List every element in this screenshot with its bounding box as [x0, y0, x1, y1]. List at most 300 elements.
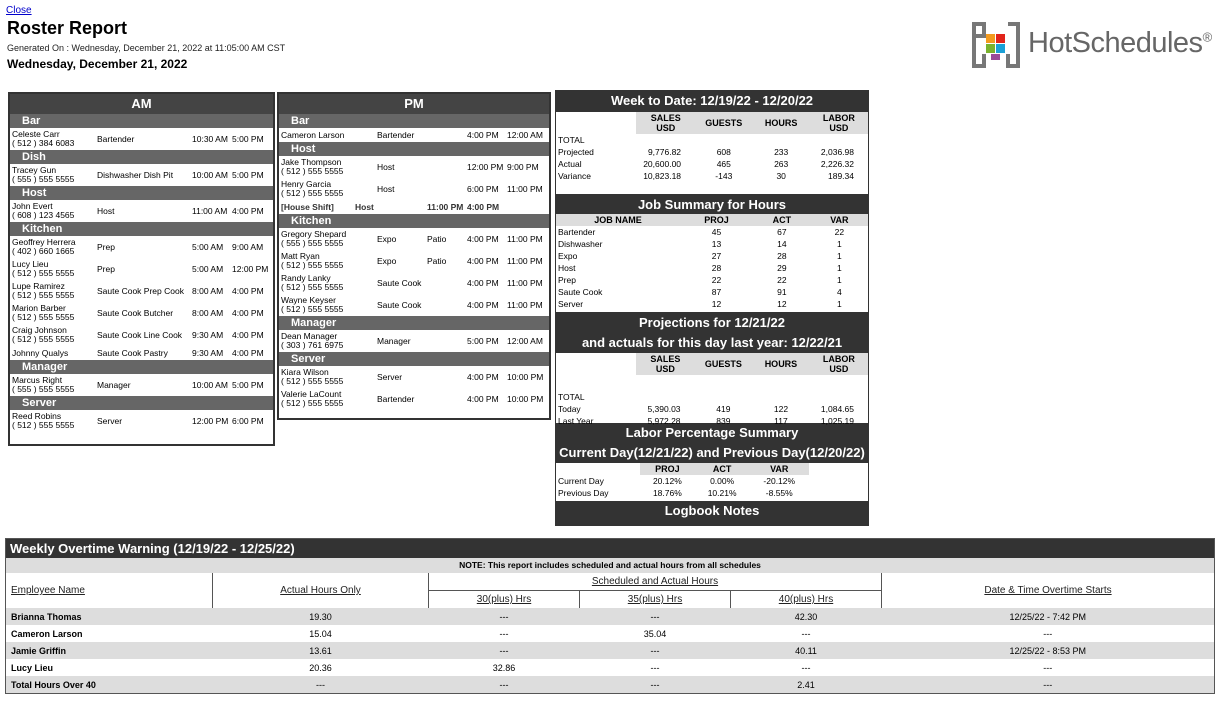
employee-phone: ( 303 ) 761 6975 — [281, 340, 344, 350]
job-summary-table — [556, 214, 868, 312]
page-title: Roster Report — [7, 18, 128, 38]
house-shift-job: Host — [355, 202, 374, 212]
js-job: Server — [558, 299, 584, 309]
roster-row — [279, 330, 549, 352]
house-shift-label: [House Shift] — [281, 202, 334, 212]
job-summary-row — [556, 286, 868, 298]
wtd-label: Variance — [558, 171, 591, 181]
shift-end: 11:00 PM — [507, 278, 543, 288]
ot-30: --- — [499, 628, 509, 639]
wtd-guests: 465 — [716, 159, 731, 169]
employee-name[interactable]: Cameron Larson — [281, 130, 345, 140]
section-header-host: Host — [10, 186, 273, 200]
section-header-manager: Manager — [279, 316, 549, 330]
employee-name[interactable]: Geoffrey Herrera — [12, 237, 76, 247]
job-name: Manager — [97, 380, 131, 390]
position-name: Patio — [427, 234, 447, 244]
job-name: Host — [377, 162, 395, 172]
js-proj: 28 — [711, 263, 722, 273]
shift-start: 10:30 AM — [192, 134, 228, 144]
employee-name-cell — [12, 376, 74, 394]
col-employee-name[interactable]: Employee Name — [11, 585, 85, 596]
employee-phone: ( 608 ) 123 4565 — [12, 210, 75, 220]
employee-name[interactable]: Henry Garcia — [281, 179, 332, 189]
ot-35: --- — [650, 662, 660, 673]
labor-proj: 20.12% — [652, 476, 682, 486]
shift-end: 12:00 PM — [232, 264, 269, 274]
proj-label: Today — [558, 404, 581, 414]
ot-35: --- — [580, 608, 731, 625]
ot-40: --- — [801, 662, 811, 673]
roster-row — [10, 410, 273, 432]
js-act: 91 — [777, 287, 787, 297]
labor-var: -20.12% — [763, 476, 796, 486]
close-link[interactable]: Close — [6, 5, 32, 16]
js-job: Prep — [558, 275, 576, 285]
roster-row — [10, 258, 273, 280]
employee-name[interactable]: Kiara Wilson — [281, 367, 329, 377]
employee-name[interactable]: Marcus Right — [12, 375, 63, 385]
roster-row — [10, 374, 273, 396]
employee-name-cell — [12, 304, 74, 322]
ot-employee: Total Hours Over 40 — [6, 676, 213, 693]
employee-name-cell — [281, 390, 343, 408]
shift-end: 5:00 PM — [232, 134, 264, 144]
employee-phone: ( 512 ) 555 5555 — [12, 334, 75, 344]
proj-labor: 1,084.65 — [820, 404, 854, 414]
house-shift-row — [279, 200, 549, 214]
position-name: Patio — [427, 256, 447, 266]
job-name: Saute Cook — [377, 278, 422, 288]
proj-guests: 839 — [716, 416, 731, 426]
employee-name[interactable]: John Evert — [12, 201, 53, 211]
roster-row — [10, 346, 273, 360]
employee-name-cell — [281, 230, 346, 248]
js-col-job: JOB NAME — [594, 215, 642, 225]
wtd-row — [556, 158, 868, 170]
labor-var: -8.55% — [765, 488, 793, 498]
js-act: 28 — [777, 251, 787, 261]
employee-phone: ( 402 ) 660 1665 — [12, 246, 75, 256]
employee-name[interactable]: Dean Manager — [281, 331, 338, 341]
labor-col-act: ACT — [712, 464, 732, 474]
wtd-sales: 20,600.00 — [643, 159, 682, 169]
house-shift-end: 4:00 PM — [467, 202, 500, 212]
ot-35: --- — [580, 642, 731, 659]
overtime-row — [6, 608, 1214, 625]
wtd-labor: 2,226.32 — [820, 159, 854, 169]
ot-40: 2.41 — [731, 676, 882, 693]
proj-sales: 5,972.28 — [647, 416, 681, 426]
employee-name[interactable]: Lucy Lieu — [12, 259, 49, 269]
ot-40: --- — [801, 628, 811, 639]
employee-name-cell — [12, 349, 68, 358]
proj-hours: 117 — [774, 416, 788, 426]
section-header-server: Server — [10, 396, 273, 410]
shift-end: 12:00 AM — [507, 130, 543, 140]
roster-row — [10, 280, 273, 302]
shift-end: 10:00 PM — [507, 394, 544, 404]
proj-hours: 122 — [773, 404, 789, 414]
shift-start: 4:00 PM — [467, 394, 499, 404]
job-name: Server — [377, 372, 403, 382]
shift-end: 11:00 PM — [507, 256, 543, 266]
col-30-plus[interactable]: 30(plus) Hrs — [476, 594, 532, 605]
job-name: Bartender — [377, 130, 415, 140]
roster-row — [279, 128, 549, 142]
shift-end: 11:00 PM — [507, 234, 543, 244]
section-header-dish: Dish — [10, 150, 273, 164]
roster-row — [10, 164, 273, 186]
wtd-row — [556, 170, 868, 182]
am-roster-panel — [8, 92, 275, 446]
ot-date: --- — [1043, 628, 1053, 639]
ot-employee: Lucy Lieu — [11, 662, 54, 673]
col-scheduled-actual[interactable]: Scheduled and Actual Hours — [591, 576, 719, 587]
js-proj: 22 — [711, 275, 722, 285]
overtime-row — [6, 659, 1214, 676]
js-act: 29 — [777, 263, 787, 273]
logbook-notes-header[interactable]: Logbook Notes — [664, 503, 760, 518]
roster-row — [279, 272, 549, 294]
ot-35: 35.04 — [643, 628, 667, 639]
job-name: Saute Cook Butcher — [97, 308, 174, 318]
ot-actual: --- — [213, 676, 429, 693]
js-proj: 87 — [711, 287, 722, 297]
js-col-var: VAR — [830, 215, 849, 225]
employee-name[interactable]: Matt Ryan — [281, 251, 320, 261]
job-name: Saute Cook Pastry — [97, 348, 168, 358]
wtd-hours: 263 — [774, 159, 789, 169]
job-name: Server — [97, 416, 123, 426]
employee-name-cell — [281, 332, 343, 350]
summary-panel — [555, 90, 869, 526]
wtd-col-sales: SALES USD — [650, 113, 681, 133]
ot-date: 12/25/22 - 8:53 PM — [882, 642, 1215, 659]
section-header-bar: Bar — [279, 114, 549, 128]
shift-end: 5:00 PM — [232, 380, 264, 390]
employee-phone: ( 512 ) 555 5555 — [281, 282, 344, 292]
shift-end: 10:00 PM — [507, 372, 544, 382]
ot-35: --- — [580, 676, 731, 693]
pm-body — [279, 114, 549, 410]
employee-phone: ( 512 ) 555 5555 — [281, 398, 344, 408]
wtd-col-labor: LABOR USD — [822, 113, 855, 133]
shift-end: 4:00 PM — [232, 348, 264, 358]
proj-col-guests: GUESTS — [704, 359, 742, 369]
js-job: Dishwasher — [558, 239, 603, 249]
labor-col-proj: PROJ — [655, 464, 680, 474]
overtime-row — [6, 642, 1214, 659]
js-job: Host — [558, 263, 576, 273]
js-var: 1 — [836, 299, 842, 309]
week-to-date-header: Week to Date: 12/19/22 - 12/20/22 — [610, 93, 814, 108]
ot-employee: Cameron Larson — [11, 628, 83, 639]
employee-name[interactable]: Reed Robins — [12, 411, 62, 421]
ot-30: --- — [429, 676, 580, 693]
ot-actual: 15.04 — [309, 628, 332, 639]
js-col-act: ACT — [772, 215, 792, 225]
js-var: 4 — [836, 287, 842, 297]
shift-end: 11:00 PM — [507, 300, 543, 310]
employee-phone: ( 512 ) 555 5555 — [281, 188, 344, 198]
col-overtime-starts[interactable]: Date & Time Overtime Starts — [984, 585, 1112, 596]
js-proj: 45 — [711, 227, 722, 237]
roster-row — [10, 302, 273, 324]
ot-30: --- — [429, 608, 580, 625]
section-header-server: Server — [279, 352, 549, 366]
employee-phone: ( 512 ) 555 5555 — [12, 268, 75, 278]
job-summary-row — [556, 298, 868, 310]
js-var: 1 — [836, 239, 842, 249]
js-job: Expo — [558, 251, 578, 261]
ot-40: 40.11 — [731, 642, 882, 659]
employee-phone: ( 555 ) 555 5555 — [12, 174, 75, 184]
shift-end: 6:00 PM — [232, 416, 264, 426]
job-name: Bartender — [377, 394, 415, 404]
employee-name-cell — [281, 131, 344, 140]
ot-date: 12/25/22 - 7:42 PM — [882, 608, 1215, 625]
roster-row — [10, 236, 273, 258]
employee-name-cell — [12, 166, 74, 184]
roster-row — [10, 324, 273, 346]
employee-name-cell — [12, 238, 76, 256]
js-var: 1 — [836, 251, 842, 261]
employee-name-cell — [12, 282, 74, 300]
wtd-guests: -143 — [715, 171, 733, 181]
roster-row — [279, 178, 549, 200]
shift-start: 9:30 AM — [192, 348, 224, 358]
proj-guests: 419 — [716, 404, 731, 414]
employee-name[interactable]: Jake Thompson — [281, 157, 342, 167]
employee-phone: ( 555 ) 555 5555 — [12, 384, 75, 394]
employee-phone: ( 512 ) 384 6083 — [12, 138, 75, 148]
projections-table — [556, 353, 868, 426]
js-var: 1 — [836, 263, 842, 273]
proj-sales: 5,390.03 — [647, 404, 681, 414]
proj-total-label: TOTAL — [558, 392, 585, 402]
job-summary-row — [556, 250, 868, 262]
shift-start: 4:00 PM — [467, 130, 499, 140]
employee-phone: ( 512 ) 555 5555 — [281, 260, 344, 270]
overtime-warning-panel — [5, 538, 1215, 694]
col-40-plus[interactable]: 40(plus) Hrs — [778, 594, 834, 605]
wtd-label: Actual — [558, 159, 582, 169]
registered-mark: ® — [1202, 29, 1212, 45]
labor-header: Labor Percentage Summary — [625, 425, 799, 440]
js-act: 14 — [777, 239, 787, 249]
shift-start: 5:00 AM — [192, 264, 224, 274]
roster-row — [10, 200, 273, 222]
job-name: Saute Cook Prep Cook — [97, 286, 184, 296]
col-actual-hours[interactable]: Actual Hours Only — [280, 585, 361, 596]
overtime-row — [6, 625, 1214, 642]
labor-col-var: VAR — [770, 464, 789, 474]
generated-on: Generated On : Wednesday, December 21, 2022 at 11:05:00 AM CST — [7, 43, 286, 53]
proj-row — [556, 403, 868, 415]
js-act: 22 — [777, 275, 787, 285]
js-var: 1 — [836, 275, 842, 285]
proj-label: Last Year — [558, 416, 594, 426]
employee-phone: ( 512 ) 555 5555 — [281, 304, 344, 314]
employee-name[interactable]: Wayne Keyser — [281, 295, 336, 305]
job-summary-row — [556, 274, 868, 286]
employee-name-cell — [281, 158, 343, 176]
shift-start: 4:00 PM — [467, 234, 499, 244]
ot-40: 42.30 — [731, 608, 882, 625]
employee-phone: ( 555 ) 555 5555 — [281, 238, 344, 248]
js-proj: 12 — [711, 299, 722, 309]
week-to-date-table — [556, 112, 868, 194]
proj-row — [556, 415, 868, 427]
job-name: Prep — [97, 242, 115, 252]
wtd-col-guests: GUESTS — [705, 118, 743, 128]
shift-end: 9:00 PM — [507, 162, 539, 172]
proj-col-hours: HOURS — [764, 359, 798, 369]
overtime-row — [6, 676, 1214, 693]
am-header: AM — [10, 94, 273, 114]
js-act: 12 — [777, 299, 787, 309]
employee-phone: ( 512 ) 555 5555 — [12, 420, 75, 430]
employee-name-cell — [12, 412, 74, 430]
am-body — [10, 114, 273, 432]
js-act: 67 — [777, 227, 787, 237]
section-header-manager: Manager — [10, 360, 273, 374]
employee-name[interactable]: Valerie LaCount — [281, 389, 342, 399]
job-name: Saute Cook — [377, 300, 422, 310]
roster-row — [279, 366, 549, 388]
ot-actual: 20.36 — [309, 662, 332, 673]
wtd-hours: 30 — [776, 171, 786, 181]
labor-day: Current Day — [558, 476, 604, 486]
col-35-plus[interactable]: 35(plus) Hrs — [627, 594, 683, 605]
proj-col-labor: LABOR USD — [822, 354, 855, 374]
labor-proj: 18.76% — [652, 488, 682, 498]
job-name: Expo — [377, 234, 397, 244]
proj-labor: 1,025.19 — [820, 416, 854, 426]
shift-start: 4:00 PM — [467, 300, 499, 310]
employee-name-cell — [12, 260, 74, 278]
employee-name[interactable]: Lupe Ramirez — [12, 281, 65, 291]
employee-name-cell — [12, 130, 74, 148]
labor-act: 0.00% — [710, 476, 735, 486]
section-header-bar: Bar — [10, 114, 273, 128]
employee-phone: ( 512 ) 555 5555 — [12, 290, 75, 300]
labor-day: Previous Day — [558, 488, 609, 498]
shift-end: 4:00 PM — [232, 286, 264, 296]
labor-table — [556, 463, 868, 501]
pm-roster-panel — [277, 92, 551, 420]
wtd-sales: 10,823.18 — [643, 171, 682, 181]
shift-start: 11:00 AM — [192, 206, 228, 216]
projections-subheader: and actuals for this day last year: 12/22/21 — [581, 335, 843, 350]
shift-start: 10:00 AM — [192, 170, 228, 180]
job-name: Expo — [377, 256, 397, 266]
employee-name[interactable]: Johnny Qualys — [12, 348, 69, 358]
employee-name-cell — [281, 252, 343, 270]
labor-row — [556, 475, 809, 487]
projections-header: Projections for 12/21/22 — [639, 315, 785, 330]
job-name: Prep — [97, 264, 115, 274]
js-col-proj: PROJ — [704, 215, 729, 225]
js-proj: 13 — [711, 239, 722, 249]
employee-name[interactable]: Gregory Shepard — [281, 229, 347, 239]
roster-row — [279, 228, 549, 250]
overtime-note: NOTE: This report includes scheduled and actual hours from all schedules — [6, 558, 1214, 573]
section-header-kitchen: Kitchen — [279, 214, 549, 228]
shift-end: 9:00 AM — [232, 242, 264, 252]
js-job: Saute Cook — [558, 287, 603, 297]
employee-phone: ( 512 ) 555 5555 — [12, 312, 75, 322]
pm-header: PM — [279, 94, 549, 114]
hotschedules-logo — [970, 20, 1215, 70]
shift-start: 8:00 AM — [192, 286, 224, 296]
roster-row — [279, 294, 549, 316]
roster-row — [279, 250, 549, 272]
employee-name-cell — [281, 296, 343, 314]
job-name: Saute Cook Line Cook — [97, 330, 183, 340]
labor-row — [556, 487, 809, 499]
roster-row — [279, 156, 549, 178]
employee-name-cell — [281, 274, 343, 292]
wtd-label: Projected — [558, 147, 594, 157]
wtd-labor: 2,036.98 — [820, 147, 854, 157]
shift-end: 4:00 PM — [232, 206, 264, 216]
house-shift-start: 11:00 PM — [427, 202, 464, 212]
job-name: Bartender — [97, 134, 135, 144]
shift-start: 5:00 PM — [467, 336, 499, 346]
shift-start: 4:00 PM — [467, 256, 499, 266]
js-job: Bartender — [558, 227, 596, 237]
ot-30: --- — [429, 642, 580, 659]
employee-phone: ( 512 ) 555 5555 — [281, 376, 344, 386]
job-name: Host — [97, 206, 115, 216]
shift-start: 12:00 PM — [467, 162, 504, 172]
report-date: Wednesday, December 21, 2022 — [7, 57, 188, 71]
employee-name-cell — [12, 326, 74, 344]
js-var: 22 — [834, 227, 845, 237]
employee-phone: ( 512 ) 555 5555 — [281, 166, 344, 176]
wtd-col-hours: HOURS — [764, 118, 798, 128]
wtd-row — [556, 146, 868, 158]
proj-col-sales: SALES USD — [650, 354, 681, 374]
employee-name-cell — [281, 368, 343, 386]
employee-name[interactable]: Tracey Gun — [12, 165, 57, 175]
employee-name[interactable]: Celeste Carr — [12, 129, 60, 139]
employee-name-cell — [12, 202, 74, 220]
wtd-guests: 608 — [716, 147, 731, 157]
employee-name[interactable]: Craig Johnson — [12, 325, 67, 335]
ot-date: --- — [1043, 662, 1053, 673]
shift-start: 6:00 PM — [467, 184, 499, 194]
job-name: Dishwasher Dish Pit — [97, 170, 174, 180]
wtd-sales: 9,776.82 — [647, 147, 682, 157]
job-summary-row — [556, 262, 868, 274]
shift-start: 8:00 AM — [192, 308, 224, 318]
ot-employee: Brianna Thomas — [6, 608, 213, 625]
shift-start: 4:00 PM — [467, 278, 499, 288]
shift-end: 4:00 PM — [232, 308, 264, 318]
js-proj: 27 — [711, 251, 722, 261]
logo-text: HotSchedules — [1028, 27, 1203, 59]
job-name: Manager — [377, 336, 411, 346]
section-header-kitchen: Kitchen — [10, 222, 273, 236]
shift-end: 5:00 PM — [232, 170, 264, 180]
employee-name[interactable]: Marion Barber — [12, 303, 66, 313]
overtime-header: Weekly Overtime Warning (12/19/22 - 12/25/22) — [6, 539, 1214, 558]
job-summary-row — [556, 226, 868, 238]
employee-name[interactable]: Randy Lanky — [281, 273, 331, 283]
